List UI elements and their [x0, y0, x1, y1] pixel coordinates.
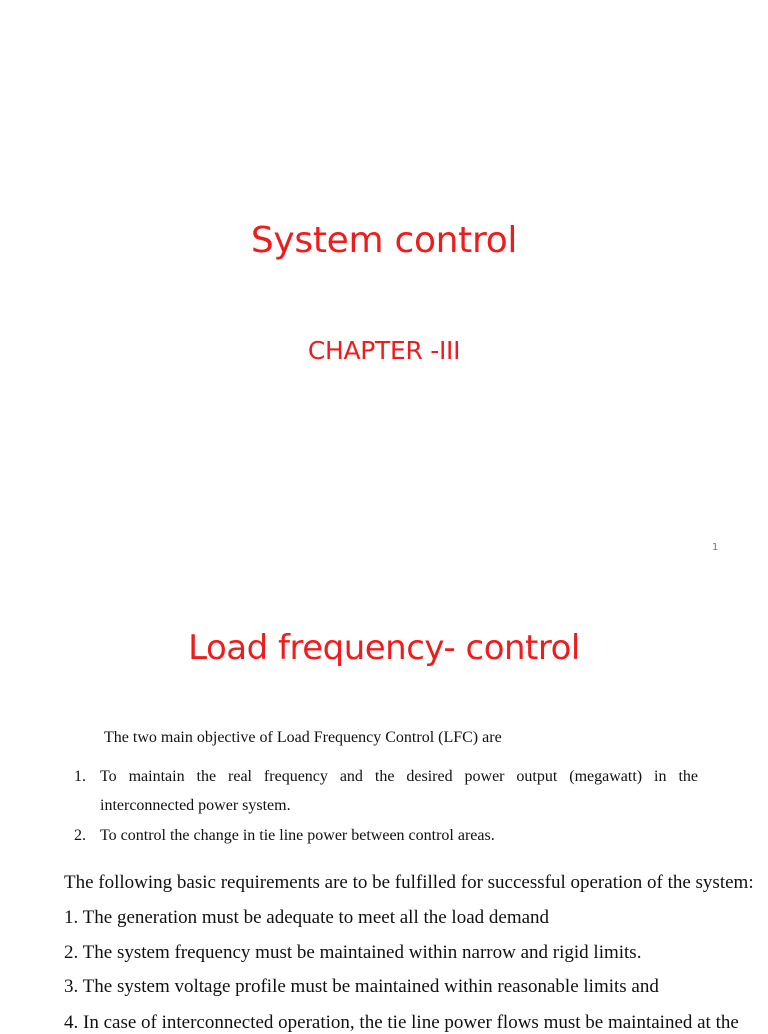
slide-title: System control — [250, 220, 518, 261]
requirement-item: 3. The system voltage profile must be maintained within reasonable limits and — [64, 976, 659, 997]
slide-title: Load frequency- control — [188, 628, 580, 668]
slide-2 — [0, 580, 768, 1033]
requirement-item: 4. In case of interconnected operation, the tie line power flows must be maintained at the — [64, 1012, 739, 1033]
page-number: 1 — [712, 542, 719, 553]
objective-text: To control the change in tie line power between control areas. — [100, 827, 495, 844]
objective-item — [74, 821, 698, 850]
list-number: 1. — [74, 768, 86, 785]
objective-item — [74, 762, 698, 820]
objectives-intro: The two main objective of Load Frequency Control (LFC) are — [104, 729, 502, 746]
requirement-item: 2. The system frequency must be maintained within narrow and rigid limits. — [64, 942, 642, 963]
objective-text: To maintain the real frequency and the desired power output (megawatt) in the interconnected power system. — [100, 768, 698, 814]
list-number: 2. — [74, 827, 86, 844]
chapter-label: CHAPTER -III — [307, 336, 461, 365]
requirements-intro: The following basic requirements are to be fulfilled for successful operation of the system: — [64, 872, 754, 893]
requirement-item: 1. The generation must be adequate to meet all the load demand — [64, 907, 550, 928]
